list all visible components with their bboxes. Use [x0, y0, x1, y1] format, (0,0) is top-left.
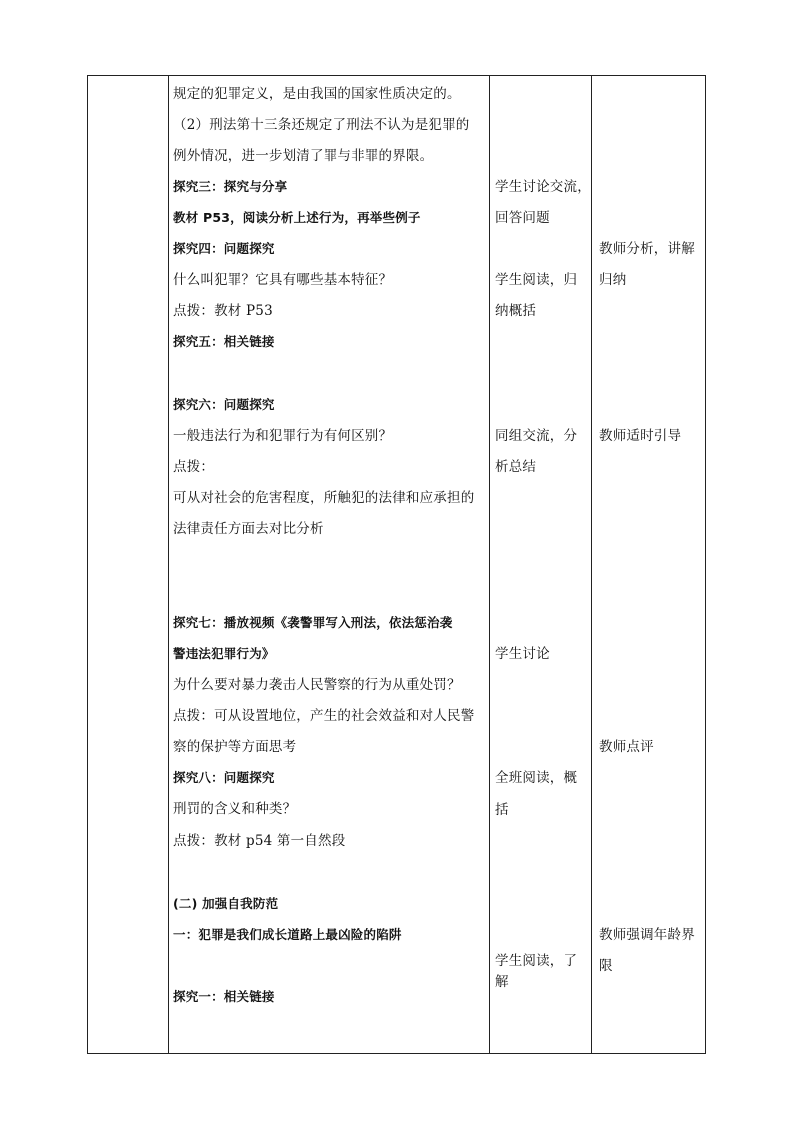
- content-line: 法律责任方面去对比分析: [173, 521, 324, 537]
- content-line: 可从对社会的危害程度，所触犯的法律和应承担的: [173, 490, 475, 506]
- column-divider: [489, 76, 490, 1053]
- section-heading: 教材 P53，阅读分析上述行为，再举些例子: [173, 210, 421, 225]
- section-heading: 探究五：相关链接: [173, 334, 275, 349]
- section-heading: 探究四：问题探究: [173, 241, 275, 256]
- student-activity: 纳概括: [495, 303, 537, 319]
- section-heading: 探究八：问题探究: [173, 770, 275, 785]
- section-heading: 探究六：问题探究: [173, 397, 275, 412]
- section-heading: 探究一：相关链接: [173, 989, 275, 1004]
- column-divider: [591, 76, 592, 1053]
- section-heading: 警违法犯罪行为》: [173, 646, 275, 661]
- student-activity: 学生讨论交流，: [495, 179, 591, 195]
- column-divider: [168, 76, 169, 1053]
- student-activity: 解: [495, 974, 509, 990]
- content-line: 点拨：: [173, 459, 215, 475]
- content-line: 为什么要对暴力袭击人民警察的行为从重处罚？: [173, 677, 461, 693]
- content-line: 点拨：教材 P53: [173, 303, 273, 319]
- content-line: 一般违法行为和犯罪行为有何区别？: [173, 428, 393, 444]
- content-line: 例外情况，进一步划清了罪与非罪的界限。: [173, 148, 434, 164]
- student-activity: 全班阅读，概: [495, 770, 578, 786]
- section-heading: 探究三：探究与分享: [173, 179, 288, 194]
- student-activity: 析总结: [495, 459, 537, 475]
- content-line: 刑罚的含义和种类？: [173, 801, 297, 817]
- content-line: 什么叫犯罪？它具有哪些基本特征？: [173, 272, 393, 288]
- teacher-activity: 教师适时引导: [599, 428, 682, 444]
- student-activity: 回答问题: [495, 210, 550, 226]
- content-line: 规定的犯罪定义，是由我国的国家性质决定的。: [173, 86, 461, 102]
- section-heading: 探究七：播放视频《袭警罪写入刑法，依法惩治袭: [173, 615, 453, 630]
- teacher-activity: 教师分析，讲解: [599, 241, 695, 257]
- teacher-activity: 限: [599, 958, 613, 974]
- teacher-activity: 教师点评: [599, 739, 654, 755]
- content-line: 察的保护等方面思考: [173, 739, 297, 755]
- content-line: 点拨：可从设置地位，产生的社会效益和对人民警: [173, 708, 475, 724]
- section-heading: (二) 加强自我防范: [173, 896, 279, 911]
- student-activity: 括: [495, 802, 509, 818]
- student-activity: 学生阅读，了: [495, 953, 578, 969]
- content-line: （2）刑法第十三条还规定了刑法不认为是犯罪的: [173, 117, 470, 133]
- content-line: 点拨：教材 p54 第一自然段: [173, 833, 346, 849]
- teacher-activity: 教师强调年龄界: [599, 927, 695, 943]
- student-activity: 学生阅读，归: [495, 272, 578, 288]
- section-heading: 一：犯罪是我们成长道路上最凶险的陷阱: [173, 927, 402, 942]
- teacher-activity: 归纳: [599, 272, 627, 288]
- student-activity: 同组交流，分: [495, 428, 578, 444]
- student-activity: 学生讨论: [495, 646, 550, 662]
